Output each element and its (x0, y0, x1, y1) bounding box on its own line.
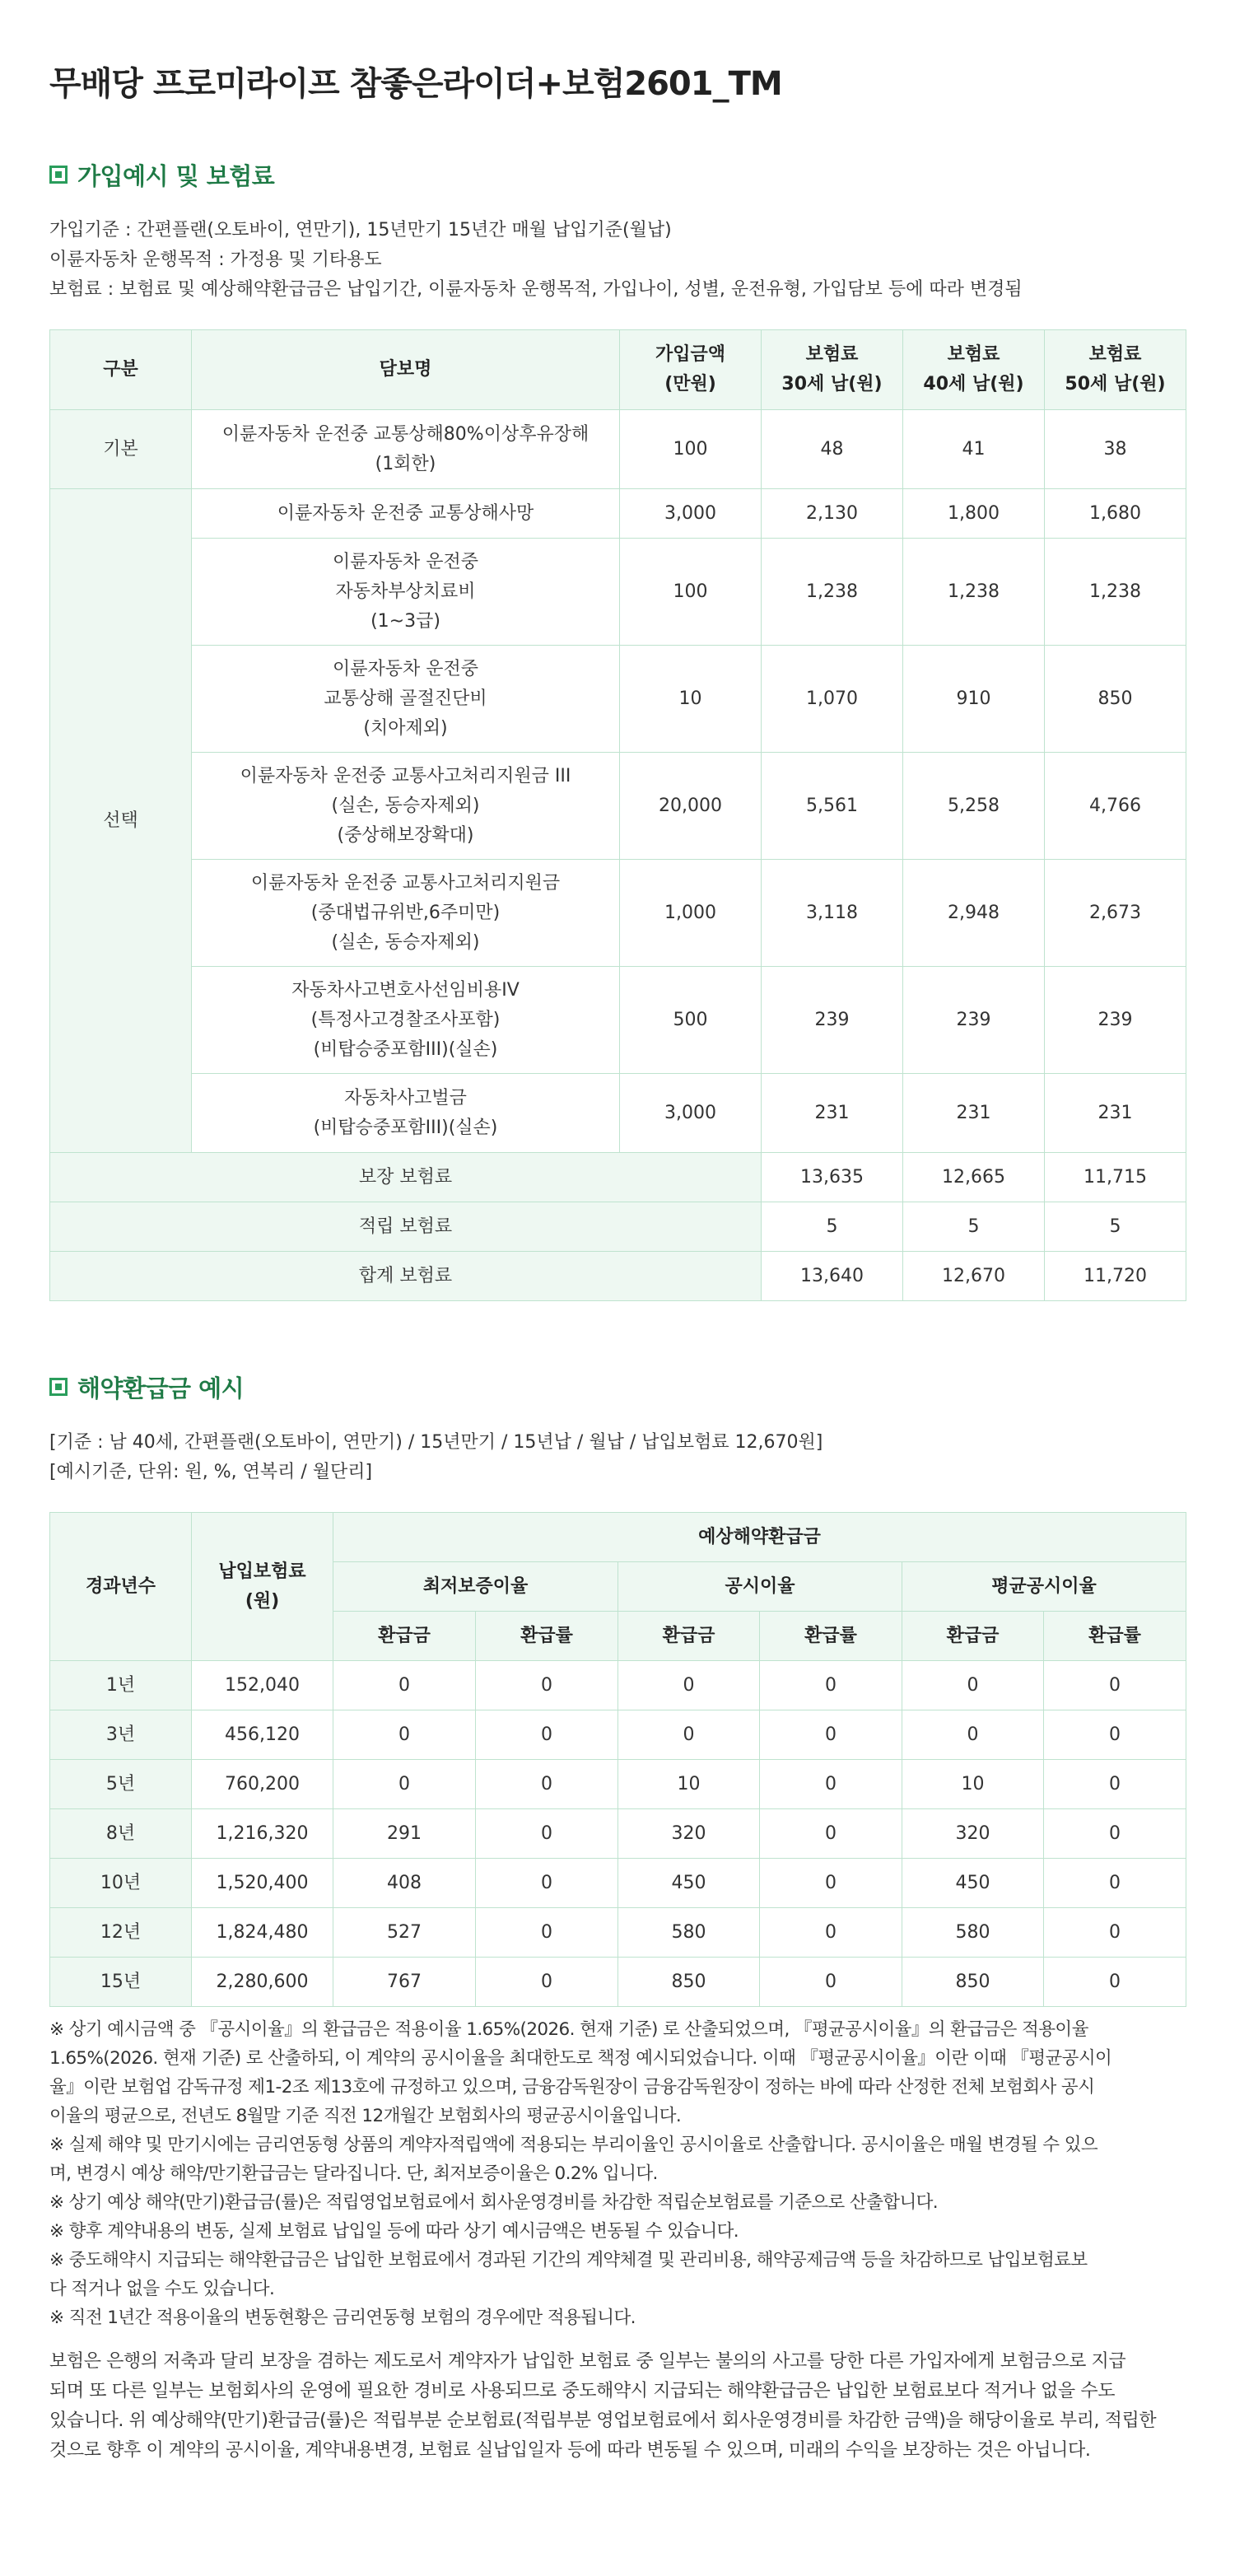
coverage-name (192, 539, 620, 646)
square-bullet-icon (49, 1378, 68, 1396)
info-line: [기준 : 남 40세, 간편플랜(오토바이, 연만기) / 15년만기 / 15년납 / 월납 / 납입보험료 12,670원] (49, 1432, 823, 1453)
premium-section-title: 가입예시 및 보험료 (77, 161, 275, 190)
category-basic: 기본 (50, 410, 192, 489)
avg-rate-cell: 0 (1044, 1710, 1186, 1760)
avg-refund-cell: 0 (902, 1661, 1044, 1710)
name-line: 이륜자동차 운전중 교통상해80%이상후유장해 (221, 423, 590, 445)
table-row (50, 1809, 1186, 1859)
premium-50-cell: 5 (1045, 1202, 1186, 1252)
min-refund-cell: 0 (333, 1661, 476, 1710)
period-cell: 5년 (50, 1760, 192, 1809)
premium-50-cell: 4,766 (1045, 753, 1186, 860)
premium-30-cell: 48 (762, 410, 903, 489)
paid-cell: 152,040 (192, 1661, 333, 1710)
avg-refund-cell: 0 (902, 1710, 1044, 1760)
info-line: 이륜자동차 운행목적 : 가정용 및 기타용도 (49, 250, 382, 270)
premium-50-cell: 38 (1045, 410, 1186, 489)
paid-cell: 1,824,480 (192, 1908, 333, 1958)
name-line: 이륜자동차 운전중 (332, 551, 478, 572)
note-line: ※ 상기 예상 해약(만기)환급금(률)은 적립영업보험료에서 회사운영경비를 차감한 적립순보험료를 기준으로 산출합니다. (49, 2192, 939, 2213)
amount-cell: 3,000 (620, 1074, 762, 1153)
premium-40-cell: 5,258 (903, 753, 1045, 860)
avg-refund-cell: 10 (902, 1760, 1044, 1809)
header-line: (원) (245, 1590, 280, 1612)
header-line: (만원) (664, 374, 716, 394)
premium-30-cell: 5,561 (762, 753, 903, 860)
announced-rate-cell: 0 (760, 1661, 902, 1710)
coverage-name (192, 860, 620, 967)
header-premium-50 (1045, 330, 1186, 410)
premium-40-cell: 5 (903, 1202, 1045, 1252)
name-line: 자동차사고변호사선임비용IV (291, 979, 520, 1001)
table-row (50, 753, 1186, 860)
premium-info (49, 216, 1186, 305)
total-row (50, 1252, 1186, 1301)
premium-50-cell: 239 (1045, 967, 1186, 1074)
min-refund-cell: 0 (333, 1760, 476, 1809)
note-line: 며, 변경시 예상 해약/만기환급금는 달라집니다. 단, 최저보증이율은 0.2% 입니다. (49, 2163, 658, 2184)
header-announced-rate: 공시이율 (618, 1562, 902, 1612)
header-category: 구분 (50, 330, 192, 410)
header-expected-refund: 예상해약환급금 (333, 1513, 1186, 1562)
refund-info (49, 1428, 1186, 1487)
premium-header-row (50, 330, 1186, 410)
premium-40-cell: 239 (903, 967, 1045, 1074)
min-rate-cell: 0 (476, 1958, 618, 2007)
min-rate-cell: 0 (476, 1661, 618, 1710)
total-row (50, 1202, 1186, 1252)
table-row (50, 646, 1186, 753)
announced-rate-cell: 0 (760, 1809, 902, 1859)
min-refund-cell: 0 (333, 1710, 476, 1760)
table-row (50, 1760, 1186, 1809)
premium-section-heading (49, 158, 1186, 191)
name-line: 교통상해 골절진단비 (324, 688, 487, 709)
header-rate: 환급률 (1044, 1612, 1186, 1661)
note-line: ※ 향후 계약내용의 변동, 실제 보험료 납입일 등에 따라 상기 예시금액은 변동될 수 있습니다. (49, 2221, 739, 2242)
table-row (50, 860, 1186, 967)
closing-paragraph (49, 2347, 1186, 2466)
note-line: 1.65%(2026. 현재 기준) 로 산출하되, 이 계약의 공시이율을 최대한도로 책정 예시되었습니다. 이때 『평균공시이율』이란 이때 『평균공시이 (49, 2048, 1112, 2069)
amount-cell: 1,000 (620, 860, 762, 967)
announced-refund-cell: 320 (618, 1809, 760, 1859)
header-rate: 환급률 (760, 1612, 902, 1661)
premium-40-cell: 2,948 (903, 860, 1045, 967)
premium-50-cell: 11,715 (1045, 1153, 1186, 1202)
header-paid (192, 1513, 333, 1661)
header-refund: 환급금 (902, 1612, 1044, 1661)
note-line: ※ 직전 1년간 적용이율의 변동현황은 금리연동형 보험의 경우에만 적용됩니다. (49, 2308, 636, 2328)
table-row (50, 410, 1186, 489)
premium-30-cell: 3,118 (762, 860, 903, 967)
info-line: 가입기준 : 간편플랜(오토바이, 연만기), 15년만기 15년간 매월 납입기준(월납) (49, 220, 672, 240)
coverage-name (192, 489, 620, 539)
premium-40-cell: 910 (903, 646, 1045, 753)
header-refund: 환급금 (618, 1612, 760, 1661)
paid-cell: 456,120 (192, 1710, 333, 1760)
total-label: 합계 보험료 (50, 1252, 762, 1301)
info-line: [예시기준, 단위: 원, %, 연복리 / 월단리] (49, 1462, 373, 1482)
period-cell: 12년 (50, 1908, 192, 1958)
total-row (50, 1153, 1186, 1202)
premium-30-cell: 231 (762, 1074, 903, 1153)
avg-refund-cell: 450 (902, 1859, 1044, 1908)
announced-refund-cell: 850 (618, 1958, 760, 2007)
info-line: 보험료 : 보험료 및 예상해약환급금은 납입기간, 이륜자동차 운행목적, 가입나이, 성별, 운전유형, 가입담보 등에 따라 변경됨 (49, 279, 1023, 300)
amount-cell: 20,000 (620, 753, 762, 860)
table-row (50, 1908, 1186, 1958)
amount-cell: 100 (620, 410, 762, 489)
coverage-name (192, 967, 620, 1074)
min-rate-cell: 0 (476, 1809, 618, 1859)
header-line: 보험료 (1088, 344, 1142, 365)
premium-30-cell: 1,238 (762, 539, 903, 646)
avg-rate-cell: 0 (1044, 1661, 1186, 1710)
table-row (50, 489, 1186, 539)
total-label: 적립 보험료 (50, 1202, 762, 1252)
table-row (50, 967, 1186, 1074)
announced-rate-cell: 0 (760, 1859, 902, 1908)
header-min-rate: 최저보증이율 (333, 1562, 618, 1612)
amount-cell: 3,000 (620, 489, 762, 539)
avg-rate-cell: 0 (1044, 1908, 1186, 1958)
name-line: (중대법규위반,6주미만) (310, 902, 501, 923)
refund-header-row (50, 1513, 1186, 1562)
header-line: 가입금액 (655, 344, 725, 365)
avg-rate-cell: 0 (1044, 1760, 1186, 1809)
header-amount (620, 330, 762, 410)
premium-30-cell: 13,640 (762, 1252, 903, 1301)
table-row (50, 1074, 1186, 1153)
category-optional: 선택 (50, 489, 192, 1153)
name-line: (비탑승중포함III)(실손) (313, 1117, 498, 1138)
name-line: 이륜자동차 운전중 교통상해사망 (277, 502, 534, 524)
header-line: 30세 남(원) (781, 374, 883, 394)
total-label: 보장 보험료 (50, 1153, 762, 1202)
period-cell: 3년 (50, 1710, 192, 1760)
table-row (50, 1958, 1186, 2007)
announced-rate-cell: 0 (760, 1908, 902, 1958)
name-line: (치아제외) (363, 717, 448, 739)
notes (49, 2015, 1186, 2332)
premium-40-cell: 41 (903, 410, 1045, 489)
coverage-name (192, 410, 620, 489)
premium-40-cell: 231 (903, 1074, 1045, 1153)
refund-table (49, 1512, 1186, 2007)
name-line: (실손, 동승자제외) (331, 795, 480, 816)
amount-cell: 500 (620, 967, 762, 1074)
coverage-name (192, 1074, 620, 1153)
header-line: 보험료 (947, 344, 1000, 365)
announced-refund-cell: 580 (618, 1908, 760, 1958)
refund-section-title: 해약환급금 예시 (77, 1374, 245, 1402)
note-line: 율』이란 보험업 감독규정 제1-2조 제13호에 규정하고 있으며, 금융감독원장이 금융감독원장이 정하는 바에 따라 산정한 전체 보험회사 공시 (49, 2077, 1095, 2098)
table-row (50, 1661, 1186, 1710)
note-line: 이율의 평균으로, 전년도 8월말 기준 직전 12개월간 보험회사의 평균공시이율입니다. (49, 2106, 682, 2126)
closing-line: 있습니다. 위 예상해약(만기)환급금(률)은 적립부분 순보험료(적립부분 영업보험료에서 회사운영경비를 차감한 금액)을 해당이율로 부리, 적립한 (49, 2410, 1157, 2431)
amount-cell: 100 (620, 539, 762, 646)
premium-40-cell: 1,800 (903, 489, 1045, 539)
premium-50-cell: 231 (1045, 1074, 1186, 1153)
header-line: 납입보험료 (218, 1561, 306, 1582)
premium-40-cell: 12,665 (903, 1153, 1045, 1202)
premium-30-cell: 2,130 (762, 489, 903, 539)
name-line: 자동차사고벌금 (344, 1087, 467, 1108)
premium-40-cell: 12,670 (903, 1252, 1045, 1301)
premium-50-cell: 850 (1045, 646, 1186, 753)
min-refund-cell: 408 (333, 1859, 476, 1908)
coverage-name (192, 646, 620, 753)
avg-rate-cell: 0 (1044, 1809, 1186, 1859)
name-line: (특정사고경찰조사포함) (310, 1009, 501, 1030)
announced-refund-cell: 10 (618, 1760, 760, 1809)
table-row (50, 1710, 1186, 1760)
min-rate-cell: 0 (476, 1908, 618, 1958)
closing-line: 되며 또 다른 일부는 보험회사의 운영에 필요한 경비로 사용되므로 중도해약시 지급되는 해약환급금은 납입한 보험료보다 적거나 없을 수도 (49, 2381, 1116, 2401)
avg-refund-cell: 320 (902, 1809, 1044, 1859)
note-line: ※ 중도해약시 지급되는 해약환급금은 납입한 보험료에서 경과된 기간의 계약체결 및 관리비용, 해약공제금액 등을 차감하므로 납입보험료보 (49, 2250, 1088, 2270)
table-row (50, 1859, 1186, 1908)
header-period: 경과년수 (50, 1513, 192, 1661)
min-rate-cell: 0 (476, 1710, 618, 1760)
amount-cell: 10 (620, 646, 762, 753)
paid-cell: 2,280,600 (192, 1958, 333, 2007)
min-refund-cell: 767 (333, 1958, 476, 2007)
header-coverage: 담보명 (192, 330, 620, 410)
header-premium-40 (903, 330, 1045, 410)
closing-line: 보험은 은행의 저축과 달리 보장을 겸하는 제도로서 계약자가 납입한 보험료 중 일부는 불의의 사고를 당한 다른 가입자에게 보험금으로 지급 (49, 2351, 1126, 2372)
premium-40-cell: 1,238 (903, 539, 1045, 646)
name-line: 이륜자동차 운전중 교통사고처리지원금 III (240, 765, 571, 786)
header-line: 보험료 (805, 344, 859, 365)
announced-rate-cell: 0 (760, 1760, 902, 1809)
header-line: 40세 남(원) (923, 374, 1024, 394)
note-line: ※ 실제 해약 및 만기시에는 금리연동형 상품의 계약자적립액에 적용되는 부리이율인 공시이율로 산출합니다. 공시이율은 매월 변경될 수 있으 (49, 2135, 1098, 2155)
premium-50-cell: 2,673 (1045, 860, 1186, 967)
header-premium-30 (762, 330, 903, 410)
premium-30-cell: 239 (762, 967, 903, 1074)
avg-refund-cell: 850 (902, 1958, 1044, 2007)
avg-rate-cell: 0 (1044, 1859, 1186, 1908)
min-refund-cell: 527 (333, 1908, 476, 1958)
closing-line: 것으로 향후 이 계약의 공시이율, 계약내용변경, 보험료 실납입일자 등에 따라 변동될 수 있으며, 미래의 수익을 보장하는 것은 아닙니다. (49, 2440, 1091, 2461)
premium-30-cell: 13,635 (762, 1153, 903, 1202)
announced-refund-cell: 0 (618, 1661, 760, 1710)
avg-refund-cell: 580 (902, 1908, 1044, 1958)
min-rate-cell: 0 (476, 1859, 618, 1908)
announced-rate-cell: 0 (760, 1958, 902, 2007)
premium-50-cell: 11,720 (1045, 1252, 1186, 1301)
period-cell: 8년 (50, 1809, 192, 1859)
page-title: 무배당 프로미라이프 참좋은라이더+보험2601_TM (49, 65, 782, 103)
announced-refund-cell: 0 (618, 1710, 760, 1760)
header-refund: 환급금 (333, 1612, 476, 1661)
paid-cell: 760,200 (192, 1760, 333, 1809)
name-line: 이륜자동차 운전중 교통사고처리지원금 (250, 872, 561, 894)
paid-cell: 1,216,320 (192, 1809, 333, 1859)
name-line: (1~3급) (370, 610, 440, 632)
period-cell: 1년 (50, 1661, 192, 1710)
announced-refund-cell: 450 (618, 1859, 760, 1908)
name-line: (실손, 동승자제외) (331, 931, 480, 953)
note-line: ※ 상기 예시금액 중 『공시이율』의 환급금은 적용이율 1.65%(2026. 현재 기준) 로 산출되었으며, 『평균공시이율』의 환급금은 적용이율 (49, 2019, 1088, 2040)
name-line: 이륜자동차 운전중 (332, 658, 478, 679)
announced-rate-cell: 0 (760, 1710, 902, 1760)
paid-cell: 1,520,400 (192, 1859, 333, 1908)
header-avg-rate: 평균공시이율 (902, 1562, 1186, 1612)
min-refund-cell: 291 (333, 1809, 476, 1859)
avg-rate-cell: 0 (1044, 1958, 1186, 2007)
name-line: (중상해보장확대) (337, 824, 474, 846)
square-bullet-icon (49, 166, 68, 184)
header-rate: 환급률 (476, 1612, 618, 1661)
refund-section-heading (49, 1370, 1186, 1403)
premium-table (49, 329, 1186, 1301)
name-line: (비탑승중포함III)(실손) (313, 1038, 498, 1060)
name-line: (1회한) (375, 453, 436, 474)
period-cell: 15년 (50, 1958, 192, 2007)
name-line: 자동차부상치료비 (335, 581, 476, 602)
period-cell: 10년 (50, 1859, 192, 1908)
premium-30-cell: 1,070 (762, 646, 903, 753)
premium-50-cell: 1,680 (1045, 489, 1186, 539)
table-row (50, 539, 1186, 646)
header-line: 50세 남(원) (1065, 374, 1166, 394)
coverage-name (192, 753, 620, 860)
premium-30-cell: 5 (762, 1202, 903, 1252)
note-line: 다 적거나 없을 수도 있습니다. (49, 2279, 275, 2299)
min-rate-cell: 0 (476, 1760, 618, 1809)
premium-50-cell: 1,238 (1045, 539, 1186, 646)
